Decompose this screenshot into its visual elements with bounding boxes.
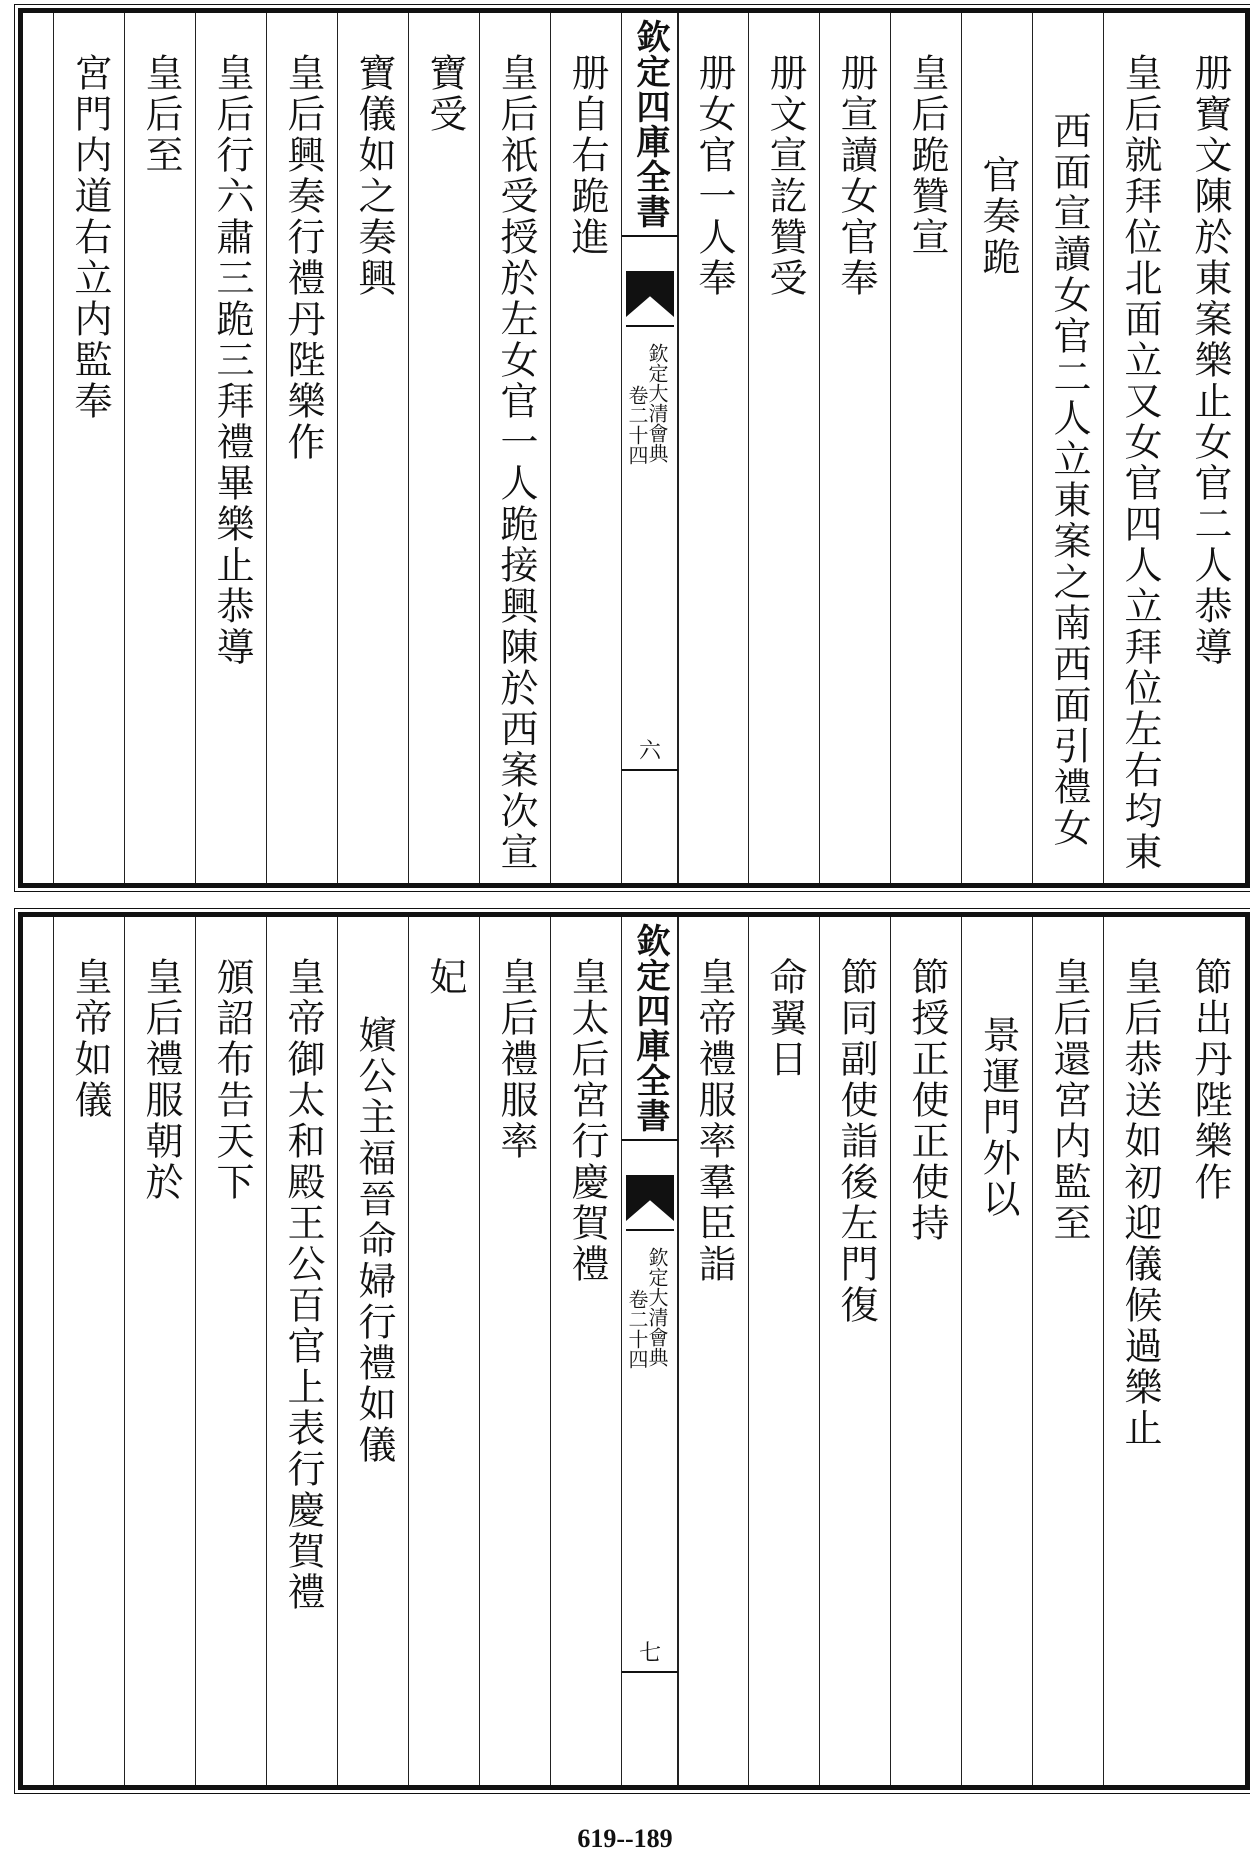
column-text: 册宣讀女官奉 [834,53,878,299]
column-text: 節授正使正使持 [905,957,949,1244]
page-footer-number: 619--189 [577,1824,673,1853]
text-column [748,917,820,1785]
column-text: 册女官一人奉 [692,53,736,299]
text-column [337,13,409,883]
text-column [677,13,749,883]
text-column [266,917,338,1785]
column-text: 皇后跪贊宣 [905,53,949,258]
text-column [479,13,551,883]
column-text: 寶受 [423,53,467,135]
column-text: 册寶文陳於東案樂止女官二人恭導 [1188,53,1232,668]
column-text: 寶儀如之奏興 [352,53,396,299]
text-column [266,13,338,883]
column-text: 皇后恭送如初迎儀候過樂止 [1118,957,1162,1449]
center-volume: 卷二十四 [625,1289,649,1369]
column-text: 皇后禮服朝於 [139,957,183,1203]
column-text: 西面宣讀女官二人立東案之南西面引禮女 [1047,111,1091,849]
center-margin-column [621,13,679,883]
column-text: 皇后禮服率 [494,957,538,1162]
text-column [53,13,125,883]
column-text: 皇后興奏行禮丹陛樂作 [281,53,325,463]
bottom-page-frame [18,912,1250,1790]
text-column [890,13,962,883]
column-text: 嬪公主福晉命婦行禮如儀 [352,1015,396,1466]
column-text: 册自右跪進 [565,53,609,258]
center-book-title: 欽定大清會典 [645,343,669,463]
text-column [1103,13,1175,883]
text-column [819,13,891,883]
text-column [124,13,196,883]
text-column [550,917,622,1785]
text-column [124,917,196,1785]
column-text: 官奏跪 [976,155,1020,278]
column-text: 節出丹陛樂作 [1188,957,1232,1203]
center-title: 欽定四庫全書 [622,19,678,237]
column-text: 宮門内道右立内監奉 [68,53,112,422]
text-column [1032,917,1104,1785]
column-text: 命翼日 [763,957,807,1080]
column-text: 皇后還宮内監至 [1047,957,1091,1244]
fish-tail-ornament [626,271,674,317]
column-text: 皇后就拜位北面立又女官四人立拜位左右均東 [1118,53,1162,873]
column-text: 皇帝禮服率羣臣詣 [692,957,736,1285]
text-column [961,13,1033,883]
text-column [408,917,480,1785]
text-column [53,917,125,1785]
text-column [195,917,267,1785]
text-column [479,917,551,1785]
text-column [195,13,267,883]
column-text: 頒詔布告天下 [210,957,254,1203]
fish-tail-ornament [626,1175,674,1221]
text-column [819,917,891,1785]
column-text: 皇帝御太和殿王公百官上表行慶賀禮 [281,957,325,1613]
column-text: 皇帝如儀 [68,957,112,1121]
text-column [408,13,480,883]
center-title: 欽定四庫全書 [622,923,678,1141]
center-margin-column [621,917,679,1785]
center-book-title: 欽定大清會典 [645,1247,669,1367]
text-column [677,917,749,1785]
top-page-frame [18,8,1250,888]
text-column [1174,917,1245,1785]
text-column [890,917,962,1785]
column-text: 景運門外以 [976,1015,1020,1220]
text-column [1174,13,1245,883]
column-text: 皇后至 [139,53,183,176]
column-text: 皇后祇受授於左女官一人跪接興陳於西案次宣 [494,53,538,873]
text-column [961,917,1033,1785]
center-volume: 卷二十四 [625,385,649,465]
text-column [550,13,622,883]
bottom-page-columns [23,917,1245,1785]
text-column [1103,917,1175,1785]
text-column [337,917,409,1785]
column-text: 册文宣訖贊受 [763,53,807,299]
column-text: 皇太后宮行慶賀禮 [565,957,609,1285]
column-text: 皇后行六肅三跪三拜禮畢樂止恭導 [210,53,254,668]
text-column [748,13,820,883]
top-page-columns [23,13,1245,883]
center-page-number: 六 [622,734,678,771]
column-text: 節同副使詣後左門復 [834,957,878,1326]
text-column [1032,13,1104,883]
column-text: 妃 [423,957,467,998]
center-page-number: 七 [622,1636,678,1673]
